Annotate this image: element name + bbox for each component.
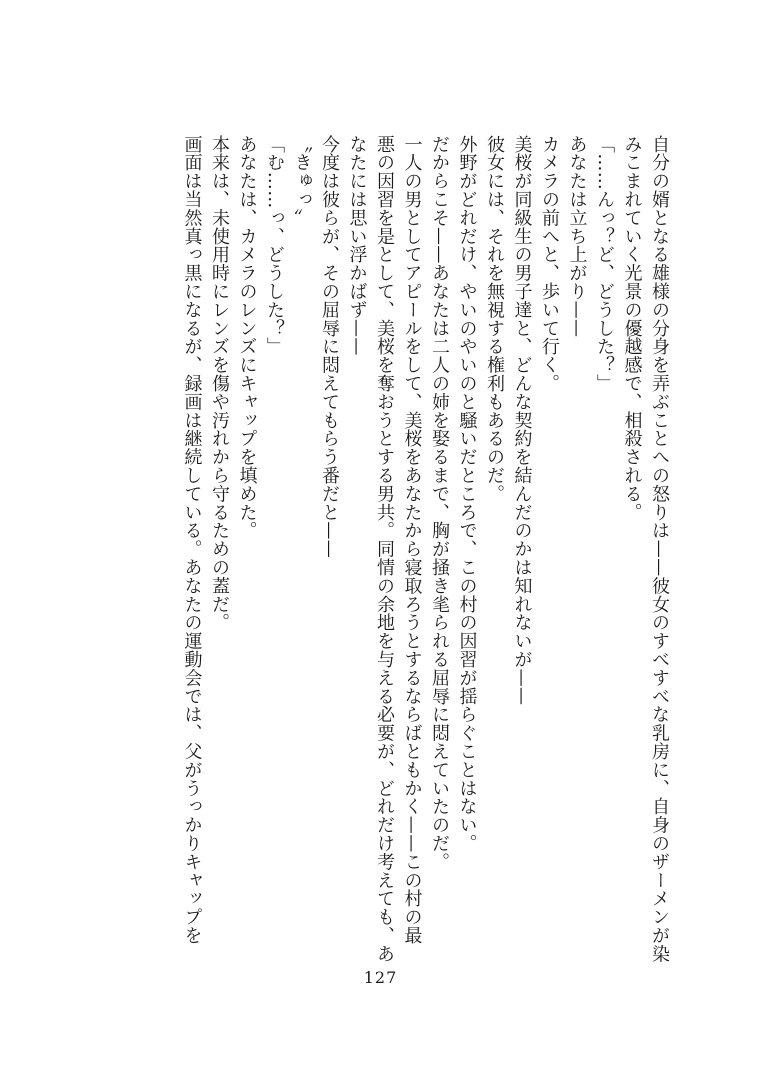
text-line: 自分の婿となる雄様の分身を弄ぶことへの怒りは——彼女のすべすべな乳房に、自身のザーメンが染 [649,135,670,963]
text-line: 本来は、未使用時にレンズを傷や汚れから守るための蓋だ。 [209,135,230,632]
text-line: あなたは立ち上がり—— [566,135,588,338]
text-line: なたには思い浮かばず—— [346,135,368,356]
text-line: 美桜が同級生の男子達と、どんな契約を結んだのかは知れないが—— [511,135,533,706]
text-line: 一人の男としてアピールをして、美桜をあなたから寝取ろうとするならばともかく——この村の最 [401,135,423,945]
text-line: 〝きゅっ〟 [291,135,313,227]
text-line: 今度は彼らが、その屈辱に悶えてもらう番だと—— [319,135,340,559]
text-line: みこまれていく光景の優越感で、相殺される。 [621,135,643,522]
text-line: 外野がどれだけ、やいのやいのと騒いだところで、この村の因習が揺らぐことはない。 [456,135,478,853]
text-line: カメラの前へと、歩いて行く。 [539,135,560,393]
text-line: あなたは、カメラのレンズにキャップを填めた。 [236,135,258,540]
page-number: 127 [363,968,398,987]
vertical-text-body [178,135,673,965]
text-line: だからこそ——あなたは二人の姉を娶るまで、胸が掻き毟られる屈辱に悶えていたのだ。 [429,135,450,871]
text-line: 悪の因習を是として、美桜を奪おうとする男共。同情の余地を与える必要が、どれだけ考えても、あ [374,135,395,963]
text-line: 「む……っ、どうした？」 [264,135,285,356]
text-line: 「……んっ？ど、どうした？」 [594,135,615,393]
text-line: 画面は当然真っ黒になるが、録画は継続している。あなたの運動会では、父がうっかりキャップを [181,135,203,945]
text-line: 彼女には、それを無視する権利もあるのだ。 [484,135,505,503]
